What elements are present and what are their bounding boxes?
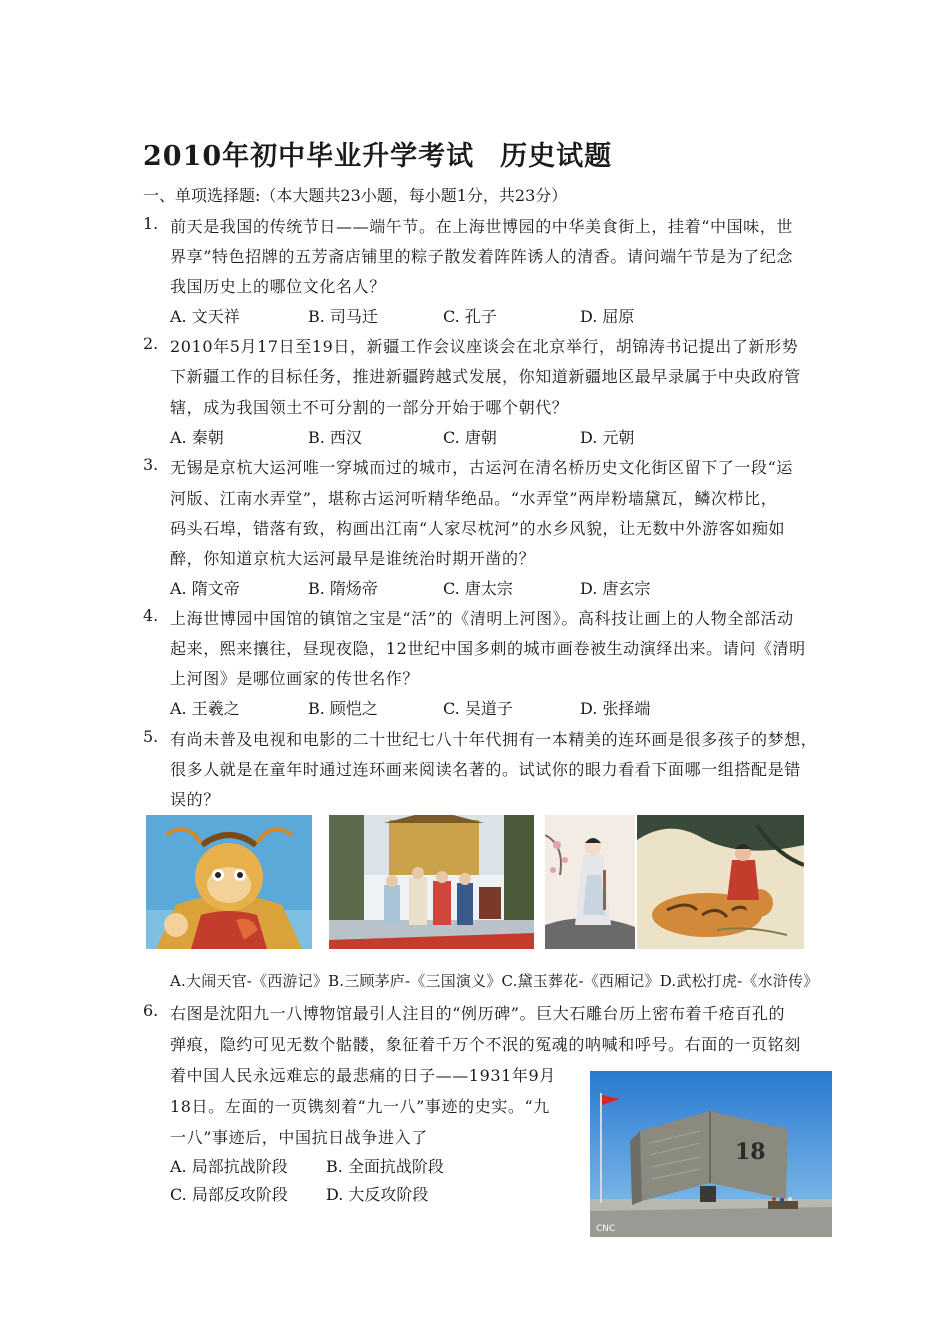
option-c[interactable]: C. 局部反攻阶段 [170, 1185, 288, 1204]
option-a[interactable]: A. 秦朝 [170, 428, 224, 447]
question-text-line: 2010年5月17日至19日，新疆工作会议座谈会在北京举行，胡锦涛书记提出了新形势 [170, 337, 799, 356]
image-caption: A.大闹天官-《西游记》B.三顾茅庐-《三国演义》C.黛玉葬花-《西厢记》D.武松打虎-《水浒传》 [170, 972, 819, 990]
section-heading: 一、单项选择题:（本大题共23小题，每小题1分，共23分） [143, 186, 568, 205]
wusong-tiger-image [637, 815, 804, 949]
question-text-line: 我国历史上的哪位文化名人？ [170, 277, 386, 296]
question-text-line: 很多人就是在童年时通过连环画来阅读名著的。试试你的眼力看看下面哪一组搭配是错 [170, 760, 801, 779]
option-b[interactable]: B. 全面抗战阶段 [326, 1157, 444, 1176]
option-c[interactable]: C. 唐朝 [443, 428, 497, 447]
question-text-line: 前天是我国的传统节日——端午节。在上海世博园的中华美食街上，挂着“中国味，世 [170, 217, 793, 236]
option-c[interactable]: C. 吴道子 [443, 699, 513, 718]
option-d[interactable]: D. 屈原 [580, 307, 635, 326]
option-d[interactable]: D. 元朝 [580, 428, 635, 447]
question-text-line: 醉，你知道京杭大运河最早是谁统治时期开凿的？ [170, 549, 536, 568]
option-d[interactable]: D. 唐玄宗 [580, 579, 651, 598]
question-number: 5. [143, 727, 159, 746]
question-text-line: 弹痕，隐约可见无数个骷髅，象征着千万个不泯的冤魂的呐喊和呼号。右面的一页铭刻 [170, 1035, 801, 1054]
watermark-text: CNC [596, 1224, 616, 1234]
question-text-line: 码头石埠，错落有致，构画出江南“人家尽枕河”的水乡风貌，让无数中外游客如痴如 [170, 519, 786, 538]
three-visits-image [329, 815, 534, 949]
question-text-line: 右图是沈阳九一八博物馆最引人注目的“例历碑”。巨大石雕台历上密布着千疮百孔的 [170, 1004, 786, 1023]
question-text-line: 18日。左面的一页镌刻着“九一八”事迹的史实。“九 [170, 1097, 550, 1116]
option-d[interactable]: D. 大反攻阶段 [326, 1185, 429, 1204]
question-number: 2. [143, 334, 159, 353]
question-text-line: 一八”事迹后，中国抗日战争进入了 [170, 1128, 428, 1147]
option-a[interactable]: A. 隋文帝 [170, 579, 240, 598]
option-b[interactable]: B. 隋炀帝 [308, 579, 378, 598]
question-number: 6. [143, 1001, 159, 1020]
monument-number-text: 18 [735, 1139, 766, 1165]
question-number: 3. [143, 455, 159, 474]
question-number: 1. [143, 214, 159, 233]
option-d[interactable]: D. 张择端 [580, 699, 651, 718]
question-text-line: 上河图》是哪位画家的传世名作？ [170, 669, 420, 688]
exam-title: 2010年初中毕业升学考试 历史试题 [143, 141, 613, 172]
question-text-line: 起来，熙来攘往，昼现夜隐，12世纪中国多刺的城市画卷被生动演绎出来。请问《清明 [170, 639, 806, 658]
option-a[interactable]: A. 文天祥 [170, 307, 240, 326]
option-a[interactable]: A. 局部抗战阶段 [170, 1157, 288, 1176]
question-text-line: 辖，成为我国领土不可分割的一部分开始于哪个朝代？ [170, 398, 569, 417]
question-text-line: 误的？ [170, 790, 220, 809]
question-text-line: 有尚未普及电视和电影的二十世纪七八十年代拥有一本精美的连环画是很多孩子的梦想， [170, 730, 818, 749]
option-b[interactable]: B. 顾恺之 [308, 699, 378, 718]
question-text-line: 上海世博园中国馆的镇馆之宝是“活”的《清明上河图》。高科技让画上的人物全部活动 [170, 609, 794, 628]
option-b[interactable]: B. 司马迁 [308, 307, 378, 326]
question-number: 4. [143, 606, 159, 625]
question-text-line: 界享”特色招牌的五芳斋店铺里的粽子散发着阵阵诱人的清香。请问端午节是为了纪念 [170, 247, 793, 266]
monkey-king-image [146, 815, 312, 949]
question-text-line: 下新疆工作的目标任务，推进新疆跨越式发展，你知道新疆地区最早录属于中央政府管 [170, 367, 801, 386]
option-b[interactable]: B. 西汉 [308, 428, 362, 447]
question-text-line: 无锡是京杭大运河唯一穿城而过的城市，古运河在清名桥历史文化街区留下了一段“运 [170, 458, 793, 477]
option-c[interactable]: C. 唐太宗 [443, 579, 513, 598]
option-a[interactable]: A. 王羲之 [170, 699, 240, 718]
september-18-monument-image [590, 1071, 832, 1237]
question-text-line: 河版、江南水弄堂”，堪称古运河听精华绝品。“水弄堂”两岸粉墙黛瓦，鳞次栉比， [170, 489, 778, 508]
option-c[interactable]: C. 孔子 [443, 307, 497, 326]
daiyu-burying-flowers-image [545, 815, 635, 949]
question-text-line: 着中国人民永远难忘的最悲痛的日子——1931年9月 [170, 1066, 556, 1085]
